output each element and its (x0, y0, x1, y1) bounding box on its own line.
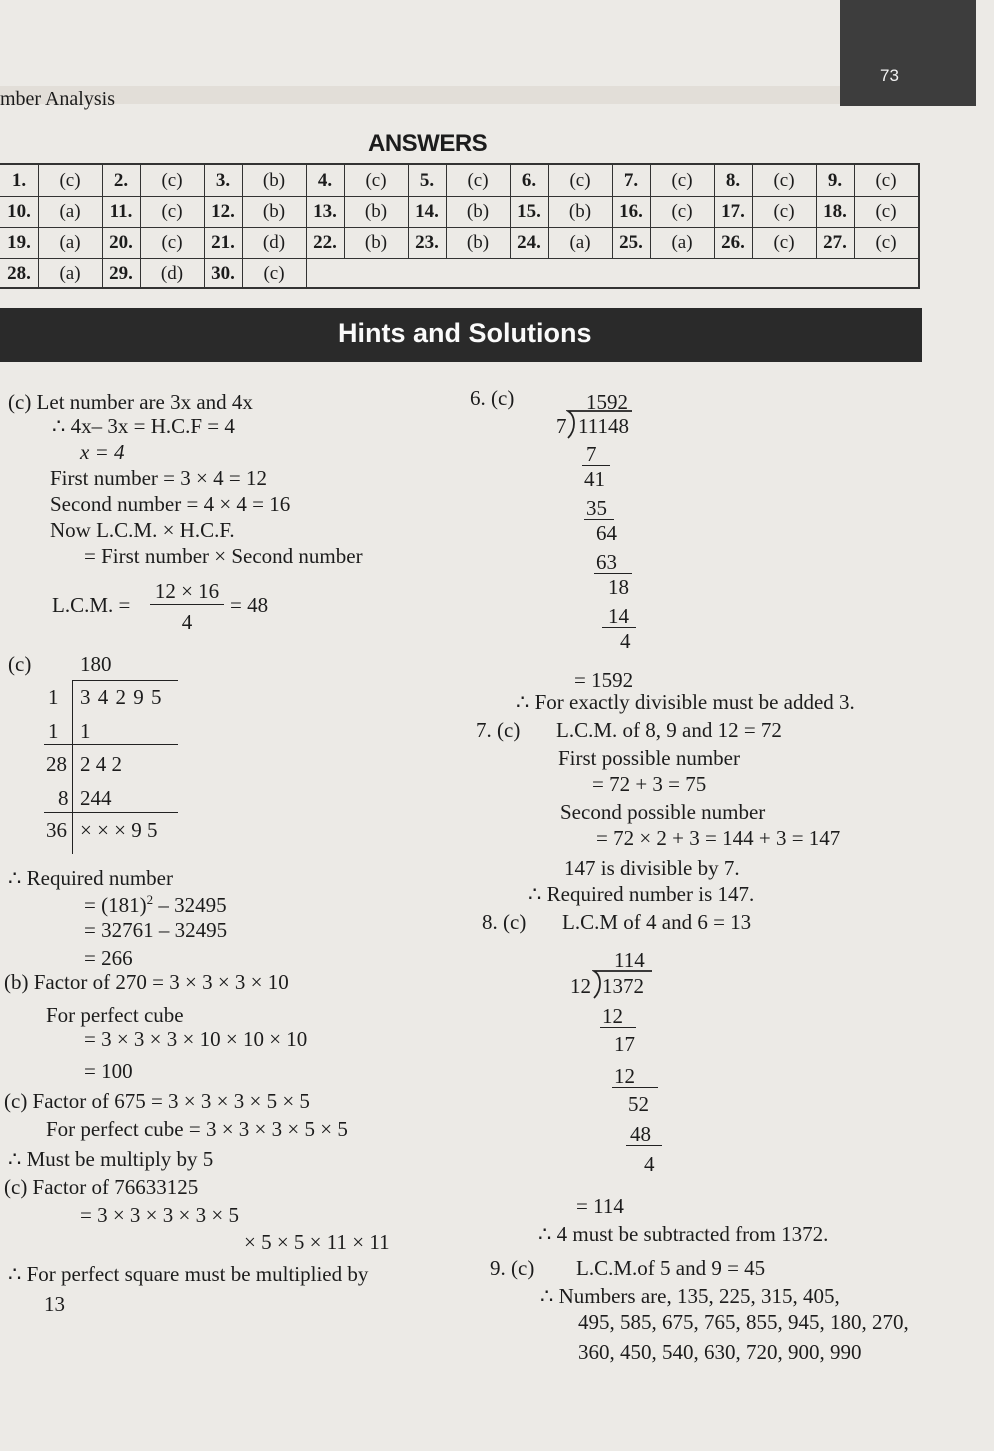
q8-step: 12 (602, 1004, 623, 1028)
answer-option: (c) (161, 231, 183, 253)
sqrt-step: 1 (80, 719, 91, 743)
grid-line (140, 258, 141, 289)
sqrt-dividend: 3 4 2 9 5 (80, 685, 163, 709)
answer-option: (c) (365, 169, 387, 191)
sqrt-rule (44, 744, 178, 745)
q6-divisor: 7 (556, 414, 567, 438)
grid-line (344, 227, 345, 258)
answer-option: (c) (773, 200, 795, 222)
q6-conclusion: ∴ For exactly divisible must be added 3. (516, 690, 855, 714)
lcm-numerator: 12 × 16 (154, 579, 220, 603)
lcm-prefix: L.C.M. = (52, 593, 131, 617)
grid-line (548, 227, 549, 258)
grid-line (650, 227, 651, 258)
answer-number: 21. (211, 231, 235, 253)
s1-line: = First number × Second number (84, 544, 363, 568)
answer-option: (b) (364, 200, 388, 222)
grid-line (140, 165, 141, 196)
q6-eq: = 1592 (574, 668, 634, 692)
grid-line (242, 258, 243, 289)
answer-option: (c) (59, 169, 81, 191)
q6-rule (582, 465, 610, 466)
answer-number: 3. (215, 169, 231, 191)
s2-line: = 32761 – 32495 (84, 918, 228, 942)
s4-line: (c) Factor of 675 = 3 × 3 × 3 × 5 × 5 (4, 1089, 310, 1113)
answer-number: 30. (211, 262, 235, 284)
grid-line (38, 227, 39, 258)
q7-label: 7. (c) (476, 718, 521, 742)
grid-line (650, 165, 651, 196)
s1-line: First number = 3 × 4 = 12 (50, 466, 267, 490)
answer-number: 20. (109, 231, 133, 253)
s2-line: ∴ Required number (8, 866, 173, 890)
s1-line: Second number = 4 × 4 = 16 (50, 492, 291, 516)
answer-option: (c) (773, 231, 795, 253)
q8-step: 4 (644, 1152, 655, 1176)
q9-line: 495, 585, 675, 765, 855, 945, 180, 270, (578, 1310, 909, 1334)
sqrt-quotient: 180 (80, 652, 112, 676)
q8-quotient: 114 (614, 948, 645, 972)
answer-option: (b) (262, 200, 286, 222)
answer-number: 25. (619, 231, 643, 253)
grid-line (548, 165, 549, 196)
grid-line (242, 196, 243, 227)
grid-line (854, 165, 855, 196)
answer-option: (b) (466, 231, 490, 253)
s1-line: ∴ 4x– 3x = H.C.F = 4 (52, 414, 235, 438)
q8-rule (612, 1087, 658, 1088)
answer-option: (a) (59, 231, 81, 253)
answer-option: (c) (671, 200, 693, 222)
q7-line: L.C.M. of 8, 9 and 12 = 72 (556, 718, 782, 742)
answer-option: (b) (364, 231, 388, 253)
answer-number: 26. (721, 231, 745, 253)
answer-option: (a) (59, 200, 81, 222)
answer-number: 7. (623, 169, 639, 191)
q8-label: 8. (c) (482, 910, 527, 934)
sqrt-step: 244 (80, 786, 112, 810)
answer-number: 15. (517, 200, 541, 222)
answer-number: 19. (7, 231, 31, 253)
q6-step: 7 (586, 442, 597, 466)
sqrt-divisor: 8 (58, 786, 69, 810)
answer-option: (c) (875, 231, 897, 253)
q6-label: 6. (c) (470, 386, 515, 410)
q7-line: Second possible number (560, 800, 766, 824)
q6-quotient: 1592 (586, 390, 628, 414)
answer-option: (a) (671, 231, 693, 253)
q8-eq: = 114 (576, 1194, 624, 1218)
answer-number: 5. (419, 169, 435, 191)
answer-option: (b) (262, 169, 286, 191)
q6-step: 63 (596, 550, 617, 574)
s5-line: 13 (44, 1292, 65, 1316)
answer-number: 9. (827, 169, 843, 191)
answer-grid (0, 163, 920, 289)
s1-line: Now L.C.M. × H.C.F. (50, 518, 235, 542)
answer-option: (a) (59, 262, 81, 284)
q8-line: L.C.M of 4 and 6 = 13 (562, 910, 752, 934)
answer-number: 14. (415, 200, 439, 222)
s5-line: (c) Factor of 76633125 (4, 1175, 199, 1199)
q7-line: 147 is divisible by 7. (564, 856, 740, 880)
fraction-bar (150, 604, 224, 605)
q6-rule (584, 519, 614, 520)
s5-line: = 3 × 3 × 3 × 3 × 5 (80, 1203, 239, 1227)
grid-line (752, 165, 753, 196)
q7-line: = 72 × 2 + 3 = 144 + 3 = 147 (596, 826, 841, 850)
answer-number: 2. (113, 169, 129, 191)
answer-option: (c) (467, 169, 489, 191)
answer-number: 12. (211, 200, 235, 222)
sqrt-step: × × × 9 5 (80, 818, 158, 842)
grid-line (242, 165, 243, 196)
sqrt-top-rule (72, 680, 178, 681)
s1-line: (c) Let number are 3x and 4x (8, 390, 253, 414)
q6-rule (594, 573, 632, 574)
answer-option: (c) (569, 169, 591, 191)
q9-label: 9. (c) (490, 1256, 535, 1280)
sqrt-divider (72, 680, 73, 854)
q7-line: = 72 + 3 = 75 (592, 772, 707, 796)
grid-line (752, 196, 753, 227)
grid-line (548, 196, 549, 227)
q9-line: 360, 450, 540, 630, 720, 900, 990 (578, 1340, 862, 1364)
answer-number: 24. (517, 231, 541, 253)
q6-rule (602, 627, 636, 628)
q8-rule (600, 1027, 636, 1028)
answer-option: (b) (466, 200, 490, 222)
answer-option: (c) (875, 200, 897, 222)
grid-line (854, 227, 855, 258)
page-number-tab (840, 0, 976, 106)
sqrt-rule (44, 812, 178, 813)
s1-line: x = 4 (80, 440, 125, 464)
grid-line (38, 165, 39, 196)
answer-number: 4. (317, 169, 333, 191)
answer-number: 22. (313, 231, 337, 253)
hints-title: Hints and Solutions (338, 318, 592, 348)
q8-step: 52 (628, 1092, 649, 1116)
answer-number: 17. (721, 200, 745, 222)
s4-line: For perfect cube = 3 × 3 × 3 × 5 × 5 (46, 1117, 348, 1141)
q8-conclusion: ∴ 4 must be subtracted from 1372. (538, 1222, 829, 1246)
s2-tag: (c) (8, 652, 32, 676)
lcm-result: = 48 (230, 593, 269, 617)
answer-number: 10. (7, 200, 31, 222)
answer-number: 11. (109, 200, 133, 222)
q6-step: 14 (608, 604, 629, 628)
answer-number: 27. (823, 231, 847, 253)
q7-line: First possible number (558, 746, 740, 770)
lcm-denominator: 4 (181, 610, 193, 634)
answer-option: (b) (568, 200, 592, 222)
grid-line (650, 196, 651, 227)
q8-dividend: 1372 (602, 974, 644, 998)
grid-line (752, 227, 753, 258)
q8-rule (626, 1145, 662, 1146)
q6-step: 18 (608, 575, 629, 599)
q8-divisor: 12 (570, 974, 591, 998)
answer-number: 13. (313, 200, 337, 222)
grid-line (140, 227, 141, 258)
s5-line: ∴ For perfect square must be multiplied by (8, 1262, 369, 1286)
answer-option: (c) (875, 169, 897, 191)
sqrt-divisor: 36 (46, 818, 67, 842)
s4-line: ∴ Must be multiply by 5 (8, 1147, 214, 1171)
sqrt-divisor: 28 (46, 752, 67, 776)
s3-line: = 3 × 3 × 3 × 10 × 10 × 10 (84, 1027, 308, 1051)
q6-step: 41 (584, 467, 605, 491)
grid-line (140, 196, 141, 227)
grid-line (344, 196, 345, 227)
answer-option: (d) (160, 262, 184, 284)
header-strip (0, 86, 840, 104)
answer-number: 6. (521, 169, 537, 191)
q8-step: 17 (614, 1032, 635, 1056)
sqrt-divisor: 1 (48, 685, 59, 709)
s3-line: For perfect cube (46, 1003, 184, 1027)
answer-number: 8. (725, 169, 741, 191)
q6-step: 64 (596, 521, 617, 545)
answers-title: ANSWERS (368, 130, 488, 157)
grid-line (446, 196, 447, 227)
answer-option: (c) (671, 169, 693, 191)
answer-number: 29. (109, 262, 133, 284)
answer-option: (d) (262, 231, 286, 253)
running-title: mber Analysis (0, 88, 115, 110)
answer-number: 16. (619, 200, 643, 222)
s3-line: (b) Factor of 270 = 3 × 3 × 3 × 10 (4, 970, 289, 994)
answer-option: (c) (161, 169, 183, 191)
q8-step: 12 (614, 1064, 635, 1088)
answer-option: (c) (263, 262, 285, 284)
q6-dividend: 11148 (578, 414, 629, 438)
q9-line: ∴ Numbers are, 135, 225, 315, 405, (540, 1284, 840, 1308)
s3-line: = 100 (84, 1059, 133, 1083)
grid-line (38, 196, 39, 227)
answer-number: 18. (823, 200, 847, 222)
grid-line (446, 165, 447, 196)
sqrt-divisor: 1 (48, 719, 59, 743)
answer-option: (c) (773, 169, 795, 191)
sqrt-step: 2 4 2 (80, 752, 122, 776)
q8-step: 48 (630, 1122, 651, 1146)
grid-line (38, 258, 39, 289)
answer-option: (c) (161, 200, 183, 222)
s2-line: = $(181)^2 - 32495$ (84, 892, 227, 917)
page-number: 73 (880, 66, 899, 85)
answer-number: 28. (7, 262, 31, 284)
grid-line (344, 165, 345, 196)
q6-step: 4 (620, 629, 631, 653)
grid-line (242, 227, 243, 258)
grid-line (446, 227, 447, 258)
answer-option: (a) (569, 231, 591, 253)
q6-step: 35 (586, 496, 607, 520)
q9-line: L.C.M.of 5 and 9 = 45 (576, 1256, 766, 1280)
s2-line: = 266 (84, 946, 133, 970)
q7-line: ∴ Required number is 147. (528, 882, 755, 906)
s5-line: × 5 × 5 × 11 × 11 (244, 1230, 390, 1254)
answer-number: 1. (11, 169, 27, 191)
grid-line (306, 258, 307, 289)
grid-line (854, 196, 855, 227)
answer-number: 23. (415, 231, 439, 253)
